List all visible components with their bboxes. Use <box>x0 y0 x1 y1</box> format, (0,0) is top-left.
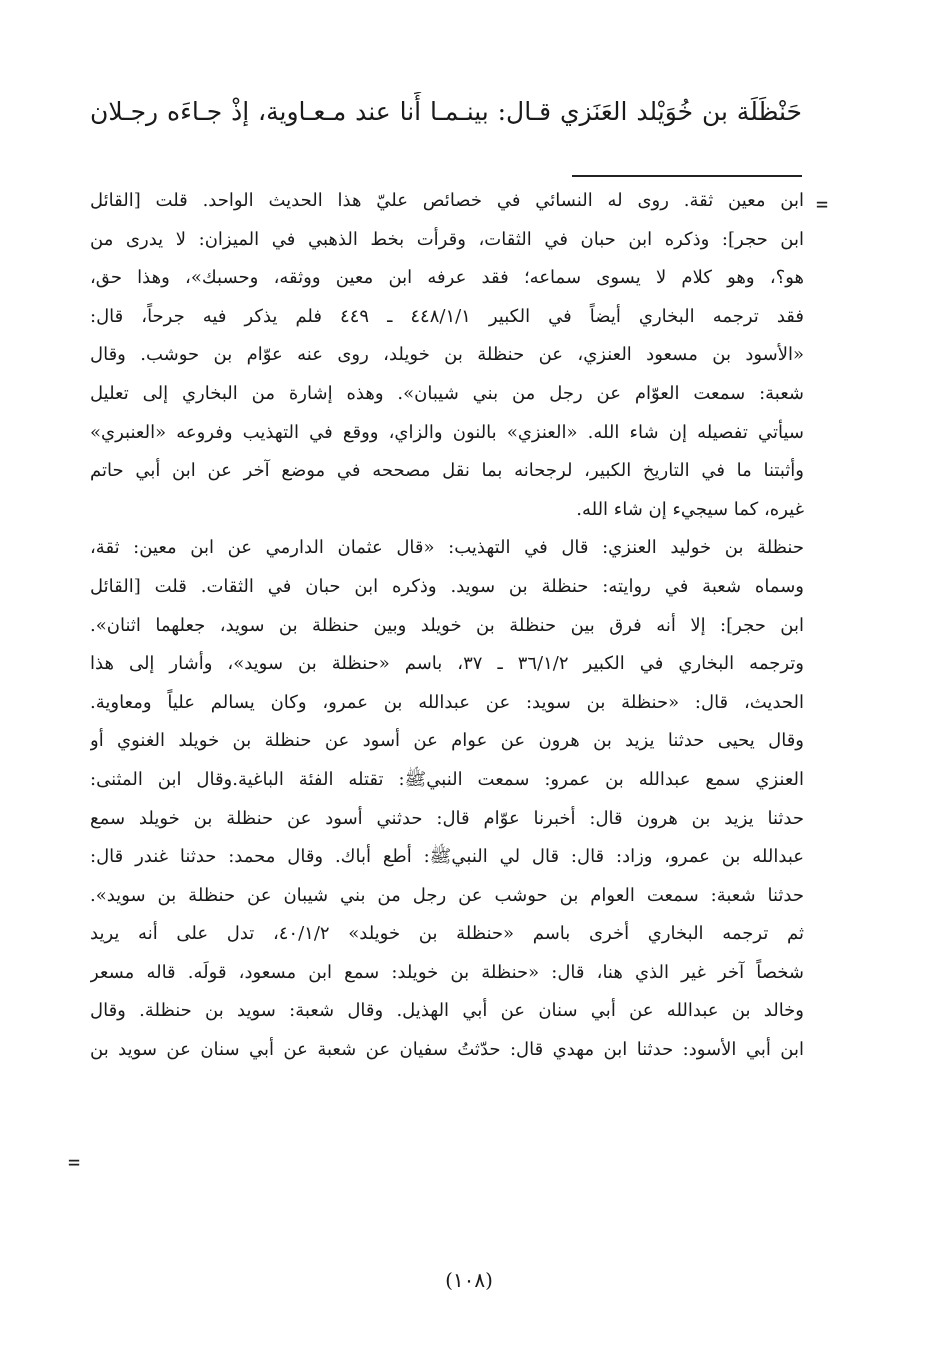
footnote-line: شخصاً آخر غير الذي هنا، قال: «حنظلة بن خويلد: سمع ابن مسعود، قولَه. قاله مسعر <box>90 961 804 983</box>
footnote-line: فقد ترجمه البخاري أيضاً في الكبير ٤٤٨/١/١ ـ ٤٤٩ فلم يذكر فيه جرحاً، قال: <box>90 305 804 327</box>
footnote-line: الحديث، قال: «حنظلة بن سويد: عن عبدالله بن عمرو، وكان يسالم علياً ومعاوية. <box>90 691 804 713</box>
footnote-line: وأثبتنا ما في التاريخ الكبير، لرجحانه بما نقل مصححه في موضع آخر عن ابن أبي حاتم <box>90 460 804 482</box>
footnote-line: وسماه شعبة في روايته: حنظلة بن سويد. وذكره ابن حبان في الثقات. قلت [القائل <box>90 575 804 597</box>
footnote-line: شعبة: سمعت العوّام عن رجل من بني شيبان». وهذه إشارة من البخاري إلى تعليل <box>90 382 804 404</box>
page-number: (١٠٨) <box>445 1268 493 1292</box>
footnote-line: وخالد بن عبدالله عن أبي سنان عن أبي الهذيل. وقال شعبة: سويد بن حنظلة. وقال <box>90 1000 804 1022</box>
footnote-line: سيأتي تفصيله إن شاء الله. «العنزي» بالنون والزاي، ووقع في التهذيب وفروعه «العنبري» <box>90 421 804 443</box>
footnote-line: حنظلة بن خوليد العنزي: قال في التهذيب: «قال عثمان الدارمي عن ابن معين: ثقة، <box>90 537 804 559</box>
footnote-line: ابن معين ثقة. روى له النسائي في خصائص عليّ هذا الحديث الواحد. قلت [القائل <box>90 190 804 211</box>
footnote-line: حدثنا شعبة: سمعت العوام بن حوشب عن رجل من بني شيبان عن حنظلة بن سويد». <box>90 884 804 906</box>
footnote-line: «الأسود بن مسعود العنزي، عن حنظلة بن خويلد، روى عنه عوّام بن حوشب. وقال <box>90 344 804 366</box>
footnote-block <box>90 182 804 1070</box>
footnote-line: عبدالله بن عمرو، وزاد: قال: قال لي النبيﷺ: أطع أباك. وقال محمد: حدثنا غندر قال: <box>90 846 804 868</box>
footnote-line: وترجمه البخاري في الكبير ٣٦/١/٢ ـ ٣٧، باسم «حنظلة بن سويد»، وأشار إلى هذا <box>90 653 804 675</box>
footnote-line: حدثنا يزيد بن هرون قال: أخبرنا عوّام قال: حدثني أسود عن حنظلة بن خويلد سمع <box>90 807 804 829</box>
continuation-mark-bottom: = <box>68 1150 81 1174</box>
footnote-line: ثم ترجمه البخاري أخرى باسم «حنظلة بن خويلد» ٤٠/١/٢، تدل على أنه يريد <box>90 923 804 945</box>
footnote-line: غيره، كما سيجيء إن شاء الله. <box>576 498 804 520</box>
footnote-line: هو؟، وهو كلام لا يسوى سماعه؛ فقد عرفه ابن معين ووثقه، وحسبك»، وهذا حق، <box>90 267 804 289</box>
footnote-line: العنزي سمع عبدالله بن عمرو: سمعت النبيﷺ: تقتله الفئة الباغية.وقال ابن المثنى: <box>90 768 804 790</box>
footnote-line: ابن حجر]: إلا أنه فرق بين حنظلة بن خويلد وبين حنظلة بن سويد، جعلهما اثنان». <box>90 614 804 636</box>
main-text-line: حَنْظَلَة بن خُوَيْلد العَنَزي قـال: بينـمـا أَنا عند مـعـاوية، إذْ جـاءَه رجـلان <box>90 97 802 126</box>
footnote-line: وقال يحيى حدثنا يزيد بن هرون عن عوام عن أسود عن حنظلة بن خويلد الغنوي أو <box>90 730 804 752</box>
footnote-separator-rule <box>572 175 802 177</box>
footnote-line: ابن حجر]: وذكره ابن حبان في الثقات، وقرأت بخط الذهبي في الميزان: لا يدرى من <box>90 228 804 250</box>
continuation-mark-top: = <box>816 192 829 216</box>
footnote-line: ابن أبي الأسود: حدثنا ابن مهدي قال: حدّثتُ سفيان عن شعبة عن أبي سنان عن سويد بن <box>90 1039 804 1061</box>
